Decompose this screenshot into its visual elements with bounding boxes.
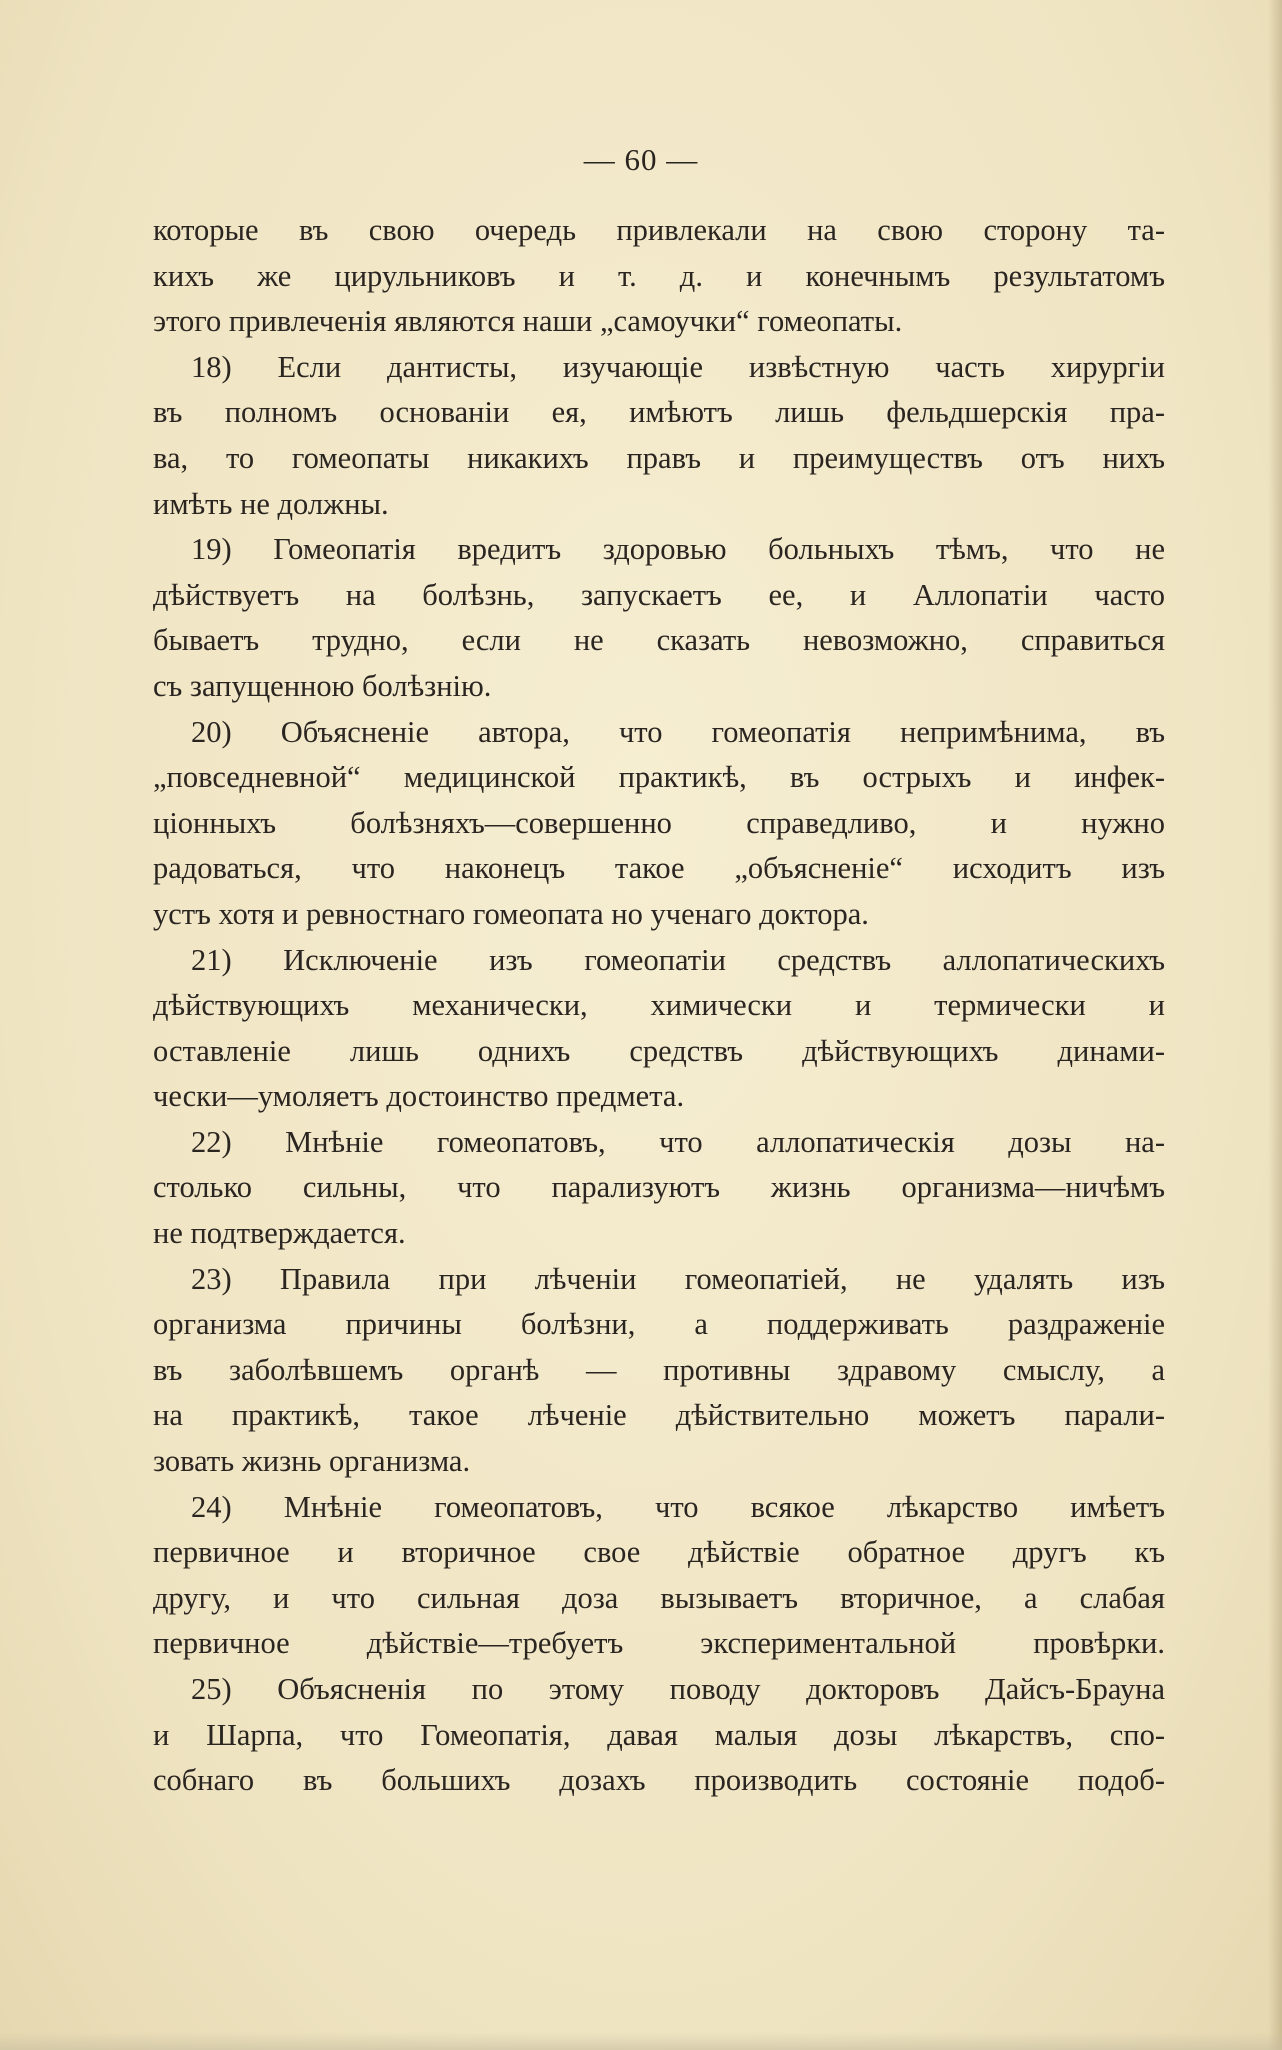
text-line: первичное и вторичное свое дѣйствіе обратное другъ къ bbox=[153, 1535, 1165, 1570]
paragraph-item-25 bbox=[153, 1667, 1165, 1804]
text-line: столько сильны, что парализуютъ жизнь организма—ничѣмъ bbox=[153, 1170, 1165, 1205]
body-text bbox=[153, 208, 1165, 1804]
paragraph-item-21 bbox=[153, 938, 1165, 1120]
text-line: радоваться, что наконецъ такое „объясненіе“ исходитъ изъ bbox=[153, 851, 1165, 886]
text-line: чески—умоляетъ достоинство предмета. bbox=[153, 1079, 685, 1114]
text-line: дѣйствующихъ механически, химически и термически и bbox=[153, 988, 1165, 1023]
page-number: — 60 — bbox=[583, 142, 699, 177]
paragraph-item-22 bbox=[153, 1120, 1165, 1257]
text-line: кихъ же цирульниковъ и т. д. и конечнымъ результатомъ bbox=[153, 258, 1165, 293]
text-line: этого привлеченія являются наши „самоучки“ гомеопаты. bbox=[153, 304, 903, 339]
text-line: 19) Гомеопатія вредитъ здоровью больныхъ тѣмъ, что не bbox=[191, 532, 1165, 567]
page-edge-shadow bbox=[1268, 0, 1282, 2050]
text-line: 23) Правила при лѣченіи гомеопатіей, не удалять изъ bbox=[191, 1261, 1165, 1296]
text-line: 20) Объясненіе автора, что гомеопатія непримѣнима, въ bbox=[191, 714, 1165, 749]
text-line: другу, и что сильная доза вызываетъ вторичное, а слабая bbox=[153, 1580, 1165, 1615]
text-line: имѣть не должны. bbox=[153, 486, 389, 521]
text-line: и Шарпа, что Гомеопатія, давая малыя дозы лѣкарствъ, спо- bbox=[153, 1717, 1165, 1752]
paragraph-item-24 bbox=[153, 1485, 1165, 1667]
text-line: ціонныхъ болѣзняхъ—совершенно справедливо, и нужно bbox=[153, 805, 1165, 840]
text-line: дѣйствуетъ на болѣзнь, запускаетъ ее, и Аллопатіи часто bbox=[153, 577, 1165, 612]
text-line: 18) Если дантисты, изучающіе извѣстную часть хирургіи bbox=[191, 349, 1165, 384]
text-line: „повседневной“ медицинской практикѣ, въ острыхъ и инфек- bbox=[153, 760, 1165, 795]
text-line: первичное дѣйствіе—требуетъ экспериментальной провѣрки. bbox=[153, 1626, 1165, 1661]
text-line: 25) Объясненія по этому поводу докторовъ Дайсъ-Брауна bbox=[191, 1672, 1165, 1706]
text-line: ва, то гомеопаты никакихъ правъ и преимуществъ отъ нихъ bbox=[153, 440, 1165, 475]
text-line: въ заболѣвшемъ органѣ — противны здравому смыслу, а bbox=[153, 1352, 1165, 1387]
text-line: 24) Мнѣніе гомеопатовъ, что всякое лѣкарство имѣетъ bbox=[191, 1489, 1165, 1524]
paragraph-item-20 bbox=[153, 710, 1165, 938]
text-line: устъ хотя и ревностнаго гомеопата но ученаго доктора. bbox=[153, 896, 869, 931]
text-line: не подтверждается. bbox=[153, 1216, 406, 1251]
text-line: 21) Исключеніе изъ гомеопатіи средствъ аллопатическихъ bbox=[191, 942, 1165, 977]
text-line: въ полномъ основаніи ея, имѣютъ лишь фельдшерскія пра- bbox=[153, 395, 1165, 430]
paragraph-item-19 bbox=[153, 527, 1165, 709]
text-line: собнаго въ большихъ дозахъ производить состояніе подоб- bbox=[153, 1763, 1165, 1798]
paragraph-item-18 bbox=[153, 345, 1165, 527]
text-line: которые въ свою очередь привлекали на свою сторону та- bbox=[153, 213, 1165, 247]
paragraph-continuation bbox=[153, 208, 1165, 345]
text-line: 22) Мнѣніе гомеопатовъ, что аллопатическія дозы на- bbox=[191, 1124, 1165, 1159]
paragraph-item-23 bbox=[153, 1257, 1165, 1485]
text-line: бываетъ трудно, если не сказать невозможно, справиться bbox=[153, 623, 1165, 658]
text-line: зовать жизнь организма. bbox=[153, 1444, 471, 1479]
text-line: оставленіе лишь однихъ средствъ дѣйствующихъ динами- bbox=[153, 1033, 1165, 1068]
text-line: на практикѣ, такое лѣченіе дѣйствительно можетъ парали- bbox=[153, 1398, 1165, 1433]
text-line: организма причины болѣзни, а поддерживать раздраженіе bbox=[153, 1307, 1165, 1342]
page-bottom-edge bbox=[0, 2032, 1282, 2050]
text-line: съ запущенною болѣзнію. bbox=[153, 668, 492, 703]
